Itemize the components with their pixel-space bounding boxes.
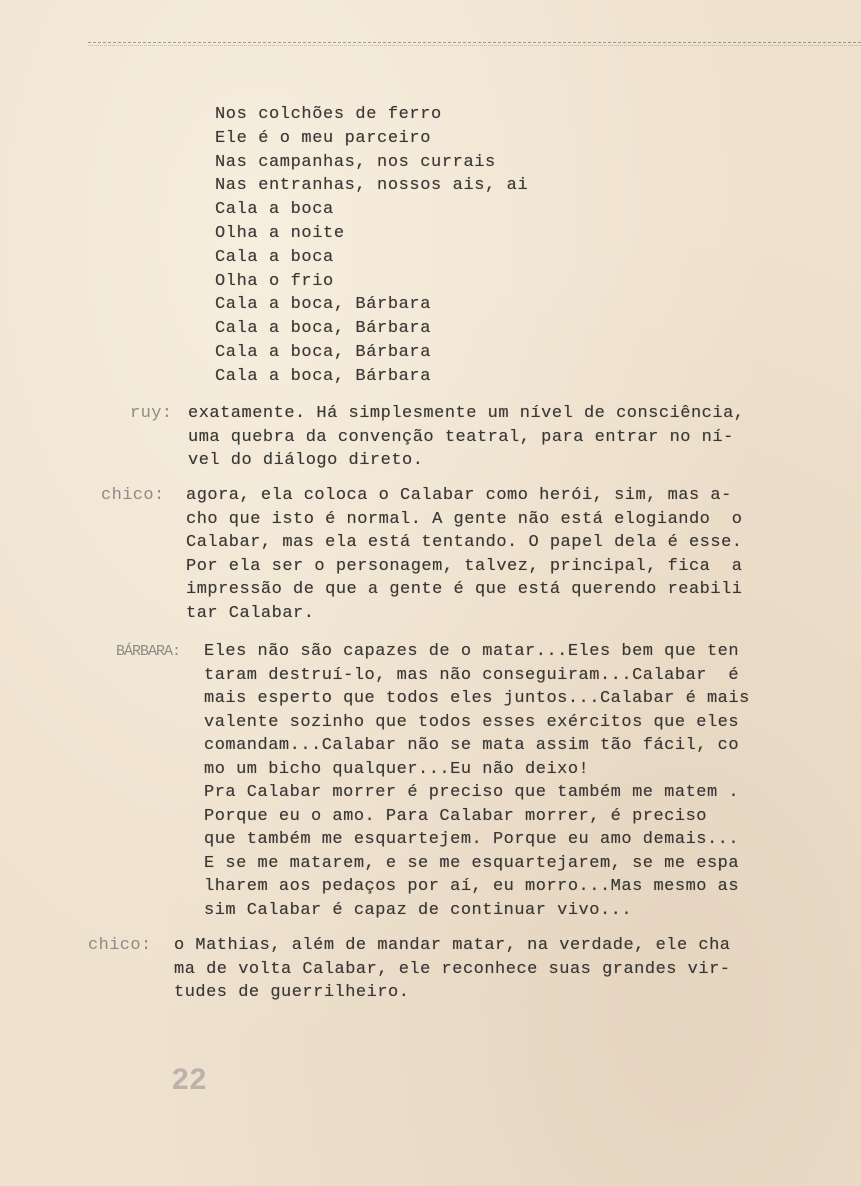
song-verse xyxy=(215,103,528,389)
speech-line: Eles não são capazes de o matar...Eles bem que ten xyxy=(204,642,740,661)
speech-line: mais esperto que todos eles juntos...Calabar é mais xyxy=(204,689,750,708)
speech-line: E se me matarem, e se me esquartejarem, se me espa xyxy=(204,853,740,873)
verse-line: Olha a noite xyxy=(215,223,345,243)
speaker-label: chico: xyxy=(88,936,152,955)
verse-line: Cala a boca, Bárbara xyxy=(215,319,432,339)
speech-line: Por ela ser o personagem, talvez, principal, fica a xyxy=(186,556,743,576)
speech-line: tar Calabar. xyxy=(186,603,315,623)
speech-line: uma quebra da convenção teatral, para entrar no ní- xyxy=(188,427,734,447)
speech-lines xyxy=(188,402,745,473)
speaker-label: chico: xyxy=(101,486,165,505)
top-divider-line-shadow xyxy=(88,45,861,46)
speech-line: Calabar, mas ela está tentando. O papel dela é esse. xyxy=(186,533,743,552)
speech-lines xyxy=(174,934,731,1005)
speech-line: o Mathias, além de mandar matar, na verdade, ele cha xyxy=(174,936,731,955)
speech-line: exatamente. Há simplesmente um nível de consciência, xyxy=(188,404,745,423)
speech-line: comandam...Calabar não se mata assim tão fácil, co xyxy=(204,736,740,755)
speech-line: valente sozinho que todos esses exércitos que eles xyxy=(204,712,740,732)
verse-line: Nos colchões de ferro xyxy=(215,105,442,124)
verse-line: Olha o frio xyxy=(215,271,334,291)
speech-lines xyxy=(204,640,750,922)
speaker-label: BÁRBARA: xyxy=(116,643,181,660)
speech-line: mo um bicho qualquer...Eu não deixo! xyxy=(204,759,590,779)
speech-line: impressão de que a gente é que está querendo reabili xyxy=(186,580,743,599)
speech-line: vel do diálogo direto. xyxy=(188,451,424,470)
speech-lines xyxy=(186,484,743,625)
speech-line: ma de volta Calabar, ele reconhece suas grandes vir- xyxy=(174,959,731,979)
verse-line: Cala a boca, Bárbara xyxy=(215,366,432,386)
verse-line: Nas entranhas, nossos ais, ai xyxy=(215,176,529,196)
speech-line: taram destruí-lo, mas não conseguiram...Calabar é xyxy=(204,665,740,685)
speaker-label: ruy: xyxy=(130,404,173,423)
page-number: 22 xyxy=(172,1063,208,1096)
verse-line: Cala a boca xyxy=(215,200,334,220)
speech-line: Pra Calabar morrer é preciso que também me matem . xyxy=(204,783,740,802)
speech-line: cho que isto é normal. A gente não está elogiando o xyxy=(186,509,743,529)
speech-line: que também me esquartejem. Porque eu amo demais... xyxy=(204,830,740,849)
top-divider-line xyxy=(88,42,861,43)
speech-line: Porque eu o amo. Para Calabar morrer, é preciso xyxy=(204,806,707,826)
verse-line: Cala a boca, Bárbara xyxy=(215,342,432,362)
verse-line: Cala a boca, Bárbara xyxy=(215,295,432,315)
speech-line: agora, ela coloca o Calabar como herói, sim, mas a- xyxy=(186,486,732,505)
verse-line: Cala a boca xyxy=(215,247,334,267)
speech-line: sim Calabar é capaz de continuar vivo... xyxy=(204,900,633,920)
speech-line: tudes de guerrilheiro. xyxy=(174,983,410,1002)
verse-line: Nas campanhas, nos currais xyxy=(215,152,496,172)
speech-line: lharem aos pedaços por aí, eu morro...Mas mesmo as xyxy=(204,877,740,896)
verse-line: Ele é o meu parceiro xyxy=(215,128,432,148)
